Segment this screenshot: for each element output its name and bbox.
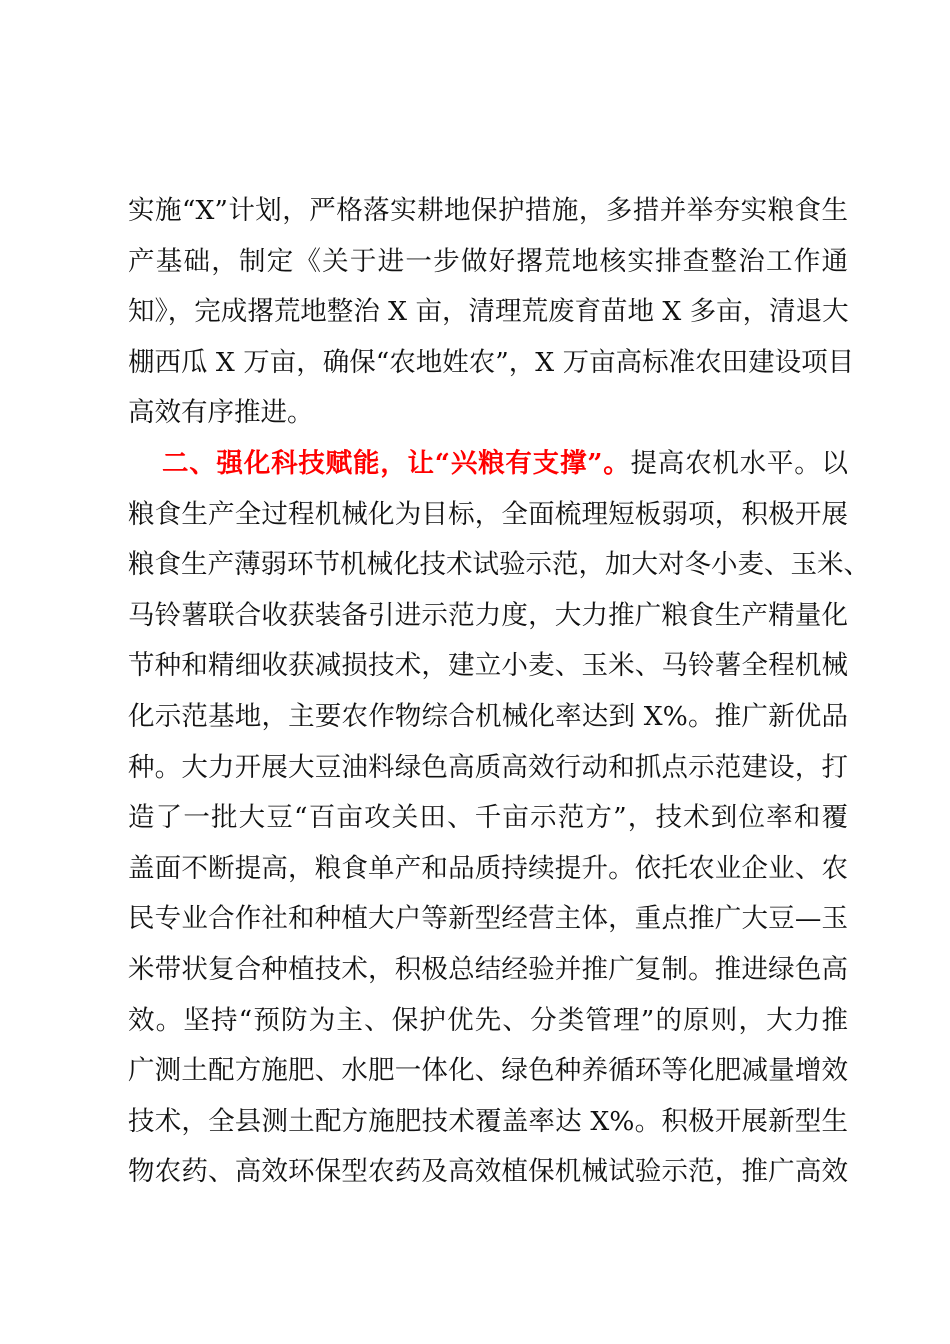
text-line: 高效有序推进。 <box>128 397 314 429</box>
text-line: 盖面不断提高，粮食单产和品质持续提升。依托农业企业、农 <box>128 852 848 884</box>
text-line: 棚西瓜 X 万亩，确保“农地姓农”，X 万亩高标准农田建设项目 <box>128 346 855 378</box>
text-line: 米带状复合种植技术，积极总结经验并推广复制。推进绿色高 <box>128 953 848 985</box>
text-line: 粮食生产全过程机械化为目标，全面梳理短板弱项，积极开展 <box>128 498 848 530</box>
text-line: 种。大力开展大豆油料绿色高质高效行动和抓点示范建设，打 <box>128 751 848 783</box>
text-line-with-heading <box>128 439 848 490</box>
section-heading: 二、强化科技赋能，让“兴粮有支撑”。 <box>162 447 631 479</box>
document-body <box>128 186 870 1198</box>
text-line: 造了一批大豆“百亩攻关田、千亩示范方”，技术到位率和覆 <box>128 802 848 834</box>
text-line: 节种和精细收获减损技术，建立小麦、玉米、马铃薯全程机械 <box>128 650 848 682</box>
text-line: 效。坚持“预防为主、保护优先、分类管理”的原则，大力推 <box>128 1004 848 1036</box>
text-line: 广测土配方施肥、水肥一体化、绿色种养循环等化肥减量增效 <box>128 1055 848 1087</box>
paragraph-2 <box>128 439 870 1198</box>
text-line: 实施“X”计划，严格落实耕地保护措施，多措并举夯实粮食生 <box>128 195 848 226</box>
text-line: 马铃薯联合收获装备引进示范力度，大力推广粮食生产精量化 <box>128 599 848 631</box>
text-line: 产基础，制定《关于进一步做好撂荒地核实排查整治工作通 <box>128 245 848 277</box>
text-line: 物农药、高效环保型农药及高效植保机械试验示范，推广高效 <box>128 1156 848 1188</box>
paragraph-1 <box>128 186 855 439</box>
text-line: 技术，全县测土配方施肥技术覆盖率达 X%。积极开展新型生 <box>128 1105 848 1137</box>
text-line: 化示范基地，主要农作物综合机械化率达到 X%。推广新优品 <box>128 700 848 732</box>
text-line: 知》，完成撂荒地整治 X 亩，清理荒废育苗地 X 多亩，清退大 <box>128 296 849 328</box>
text-line: 民专业合作社和种植大户等新型经营主体，重点推广大豆—玉 <box>128 903 848 935</box>
text-line: 粮食生产薄弱环节机械化技术试验示范，加大对冬小麦、玉米、 <box>128 549 870 581</box>
heading-line-rest: 提高农机水平。以 <box>630 447 848 479</box>
